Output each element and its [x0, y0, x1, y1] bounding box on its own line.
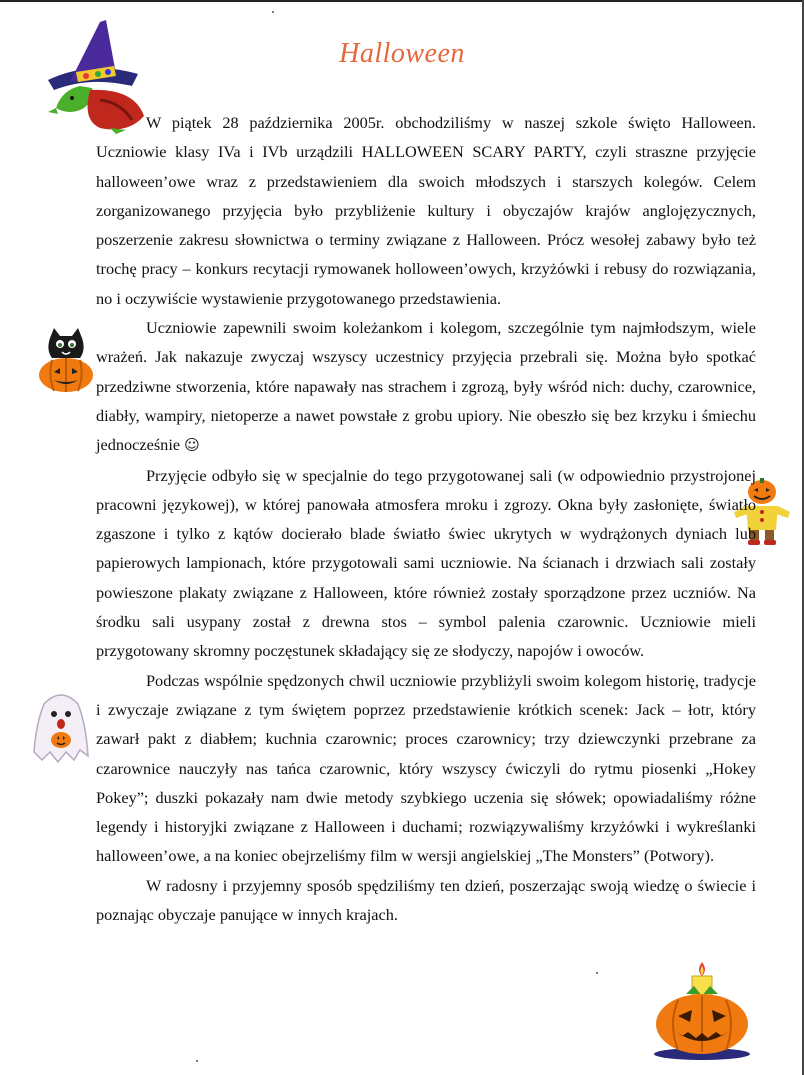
jack-o-lantern-icon: [650, 960, 754, 1060]
paragraph-1: W piątek 28 października 2005r. obchodziliśmy w naszej szkole święto Halloween. Uczniowie klasy IVa i IVb urządzili HALLOWEEN SCARY PARTY, czyli straszne przyjęcie halloween’owe wraz z przedstawieniem dla swoich młodszych i starszych kolegów. Celem zorganizowanego przyjęcia było przybliżenie kultury i obyczajów krajów anglojęzycznych, poszerzenie zakresu słownictwa o terminy związane z Halloween. Prócz wesołej zabawy było też trochę pracy – konkurs recytacji rymowanek holloween’owych, krzyżówki i rebusy do rozwiązania, no i oczywiście wystawienie przygotowanego przedstawienia.: [96, 113, 756, 308]
article-body: [96, 108, 756, 929]
top-border: [0, 0, 804, 2]
scan-speck: [272, 11, 274, 13]
scan-speck: [596, 972, 598, 974]
ghost-icon: [30, 690, 92, 764]
paragraph-5: W radosny i przyjemny sposób spędziliśmy ten dzień, poszerzając swoją wiedzę o świecie i poznając obyczaje panujące w innych krajach.: [96, 875, 756, 925]
scan-speck: [196, 1060, 198, 1062]
paragraph-3: Przyjęcie odbyło się w specjalnie do tego przygotowanej sali (w odpowiednio przystrojonej pracowni językowej), w której panowała atmosfera mroku i zgrozy. Okna były zasłonięte, światło zgaszone i tylko z kątów docierało blade światło świec ukrytych w wydrążonych dyniach lub papierowych lampionach, które przygotowali sami uczniowie. Na ścianach i drzwiach sali zostały powieszone plakaty związane z Halloween, które również zostały sporządzone przez uczniów. Na środku sali usypany został z drewna stos – symbol palenia czarownic. Uczniowie mieli przygotowany skromny poczęstunek składający się ze słodyczy, napojów i owoców.: [96, 465, 756, 661]
black-cat-pumpkin-icon: [36, 328, 96, 394]
page-title: Halloween: [339, 38, 465, 69]
smiley-icon: ☺: [184, 436, 200, 455]
paragraph-2: [96, 313, 756, 460]
paragraph-2-text: Uczniowie zapewnili swoim koleżankom i kolegom, szczególnie tym najmłodszym, wiele wrażeń. Jak nakazuje zwyczaj wszyscy uczestnicy przyjęcia przebrali się. Można było spotkać przedziwne stworzenia, które napawały nas strachem i zgrozą, były wśród nich: duchy, czarownice, diabły, wampiry, nietoperze a nawet powstałe z grobu upiory. Nie obeszło się bez krzyku i śmiechu jednocześnie: [96, 318, 756, 455]
paragraph-4: Podczas wspólnie spędzonych chwil uczniowie przybliżyli swoim kolegom historię, tradycje i zwyczaje związane z tym świętem poprzez przedstawienie krótkich scenek: Jack – łotr, który zawarł pakt z diabłem; kuchnia czarownic; proces czarownicy; trzy dziewczynki przebrane za czarownice nauczyły nas tańca czarownic, który wszyscy ćwiczyli do rytmu piosenki „Hokey Pokey”; duszki pokazały nam dwie metody szybkiego uczenia się słówek; opowiadaliśmy różne legendy i historyjki związane z Halloween i duchami; rozwiązywaliśmy krzyżówki i wykreślanki halloween’owe, a na koniec obejrzeliśmy film w wersji angielskiej „The Monsters” (Potwory).: [96, 670, 756, 866]
